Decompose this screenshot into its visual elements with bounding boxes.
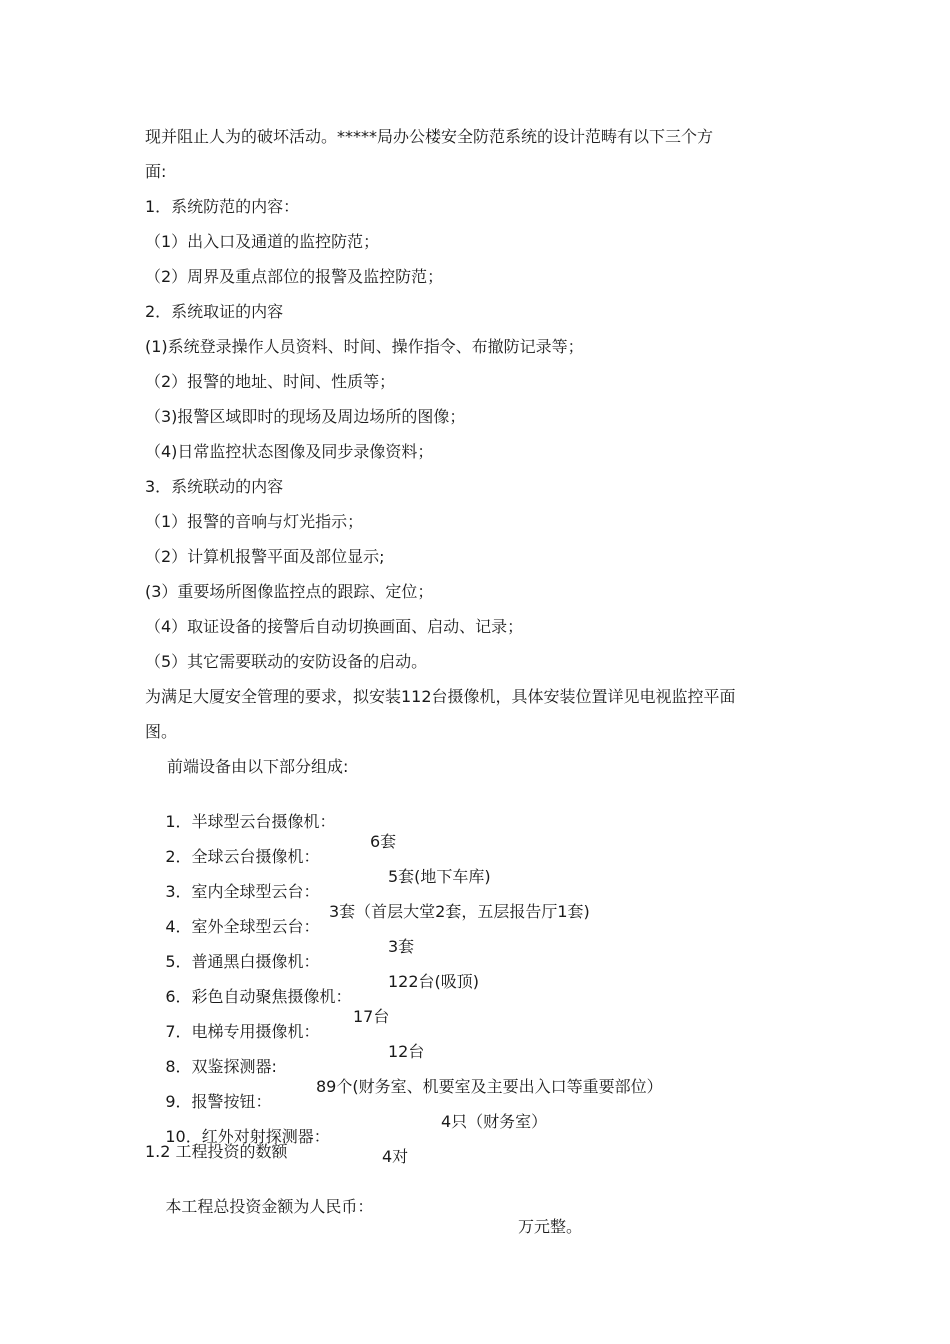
equipment-label: 6．彩色自动聚焦摄像机： — [165, 987, 352, 1006]
intro-line-2: 面: — [145, 162, 167, 181]
equipment-label: 4．室外全球型云台： — [165, 917, 320, 936]
section-2-item: (1)系统登录操作人员资料、时间、操作指令、布撤防记录等； — [145, 337, 584, 356]
section-3-item: (3）重要场所图像监控点的跟踪、定位； — [145, 582, 434, 601]
section-3-item: （4）取证设备的接警后自动切换画面、启动、记录； — [145, 617, 524, 636]
equipment-label: 3．室内全球型云台： — [165, 882, 320, 901]
equipment-value: 4对 — [382, 1147, 409, 1166]
equipment-label: 2．全球云台摄像机： — [165, 847, 320, 866]
equipment-value: 3套 — [388, 937, 415, 956]
investment-suffix: 万元整。 — [518, 1217, 583, 1236]
equipment-value: 4只（财务室） — [441, 1112, 548, 1131]
install-line-2: 图。 — [145, 722, 178, 741]
equipment-value: 3套（首层大堂2套，五层报告厅1套) — [329, 902, 590, 921]
section-2-item: （4)日常监控状态图像及同步录像资料； — [145, 442, 434, 461]
intro-line-1: 现并阻止人为的破坏活动。*****局办公楼安全防范系统的设计范畴有以下三个方 — [145, 127, 714, 146]
equipment-label: 1．半球型云台摄像机： — [165, 812, 336, 831]
section-1-item: （1）出入口及通道的监控防范； — [145, 232, 380, 251]
investment-label: 本工程总投资金额为人民币： — [165, 1197, 374, 1216]
section-1-item: （2）周界及重点部位的报警及监控防范； — [145, 267, 444, 286]
section-3-item: （5）其它需要联动的安防设备的启动。 — [145, 652, 428, 671]
equipment-value: 89个(财务室、机要室及主要出入口等重要部位） — [316, 1077, 663, 1096]
equipment-value: 122台(吸顶) — [388, 972, 480, 991]
equipment-label: 10．红外对射探测器： — [165, 1127, 330, 1146]
section-3-title: 3．系统联动的内容 — [145, 477, 284, 496]
equipment-label: 8．双鉴探测器: — [165, 1057, 277, 1076]
investment-heading: 1.2 工程投资的数额 — [145, 1142, 288, 1161]
equipment-label: 9．报警按钮： — [165, 1092, 272, 1111]
equipment-value: 6套 — [370, 832, 397, 851]
equipment-value: 17台 — [353, 1007, 390, 1026]
section-1-title: 1．系统防范的内容： — [145, 197, 300, 216]
install-line-1: 为满足大厦安全管理的要求，拟安装112台摄像机，具体安装位置详见电视监控平面 — [145, 687, 736, 706]
equipment-value: 12台 — [388, 1042, 425, 1061]
section-3-item: （1）报警的音响与灯光指示； — [145, 512, 364, 531]
section-3-item: （2）计算机报警平面及部位显示; — [145, 547, 385, 566]
frontend-intro: 前端设备由以下部分组成: — [167, 757, 349, 776]
section-2-title: 2．系统取证的内容 — [145, 302, 284, 321]
equipment-value: 5套(地下车库) — [388, 867, 491, 886]
equipment-label: 7．电梯专用摄像机： — [165, 1022, 320, 1041]
investment-line — [145, 1177, 583, 1257]
equipment-label: 5．普通黑白摄像机： — [165, 952, 320, 971]
section-2-item: （3)报警区域即时的现场及周边场所的图像； — [145, 407, 466, 426]
section-2-item: （2）报警的地址、时间、性质等； — [145, 372, 396, 391]
